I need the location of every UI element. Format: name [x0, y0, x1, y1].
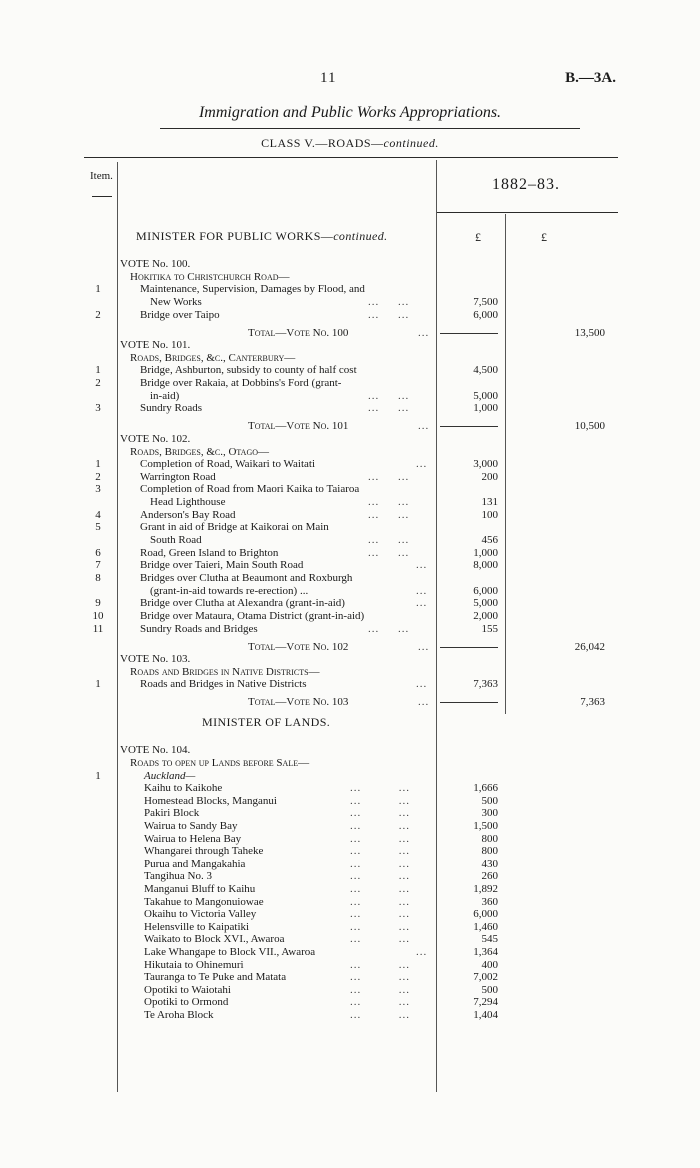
table-row: [0, 559, 700, 572]
table-row: [0, 641, 700, 654]
amount: 400: [481, 958, 498, 971]
table-row: [0, 585, 700, 598]
row-description: Homestead Blocks, Manganui: [144, 794, 277, 807]
leader-dots: ... ...: [350, 908, 410, 921]
amount: 300: [481, 807, 498, 820]
leader-dots: ...: [416, 559, 428, 572]
table-row: [0, 327, 700, 340]
amount: 1,892: [473, 883, 498, 895]
table-row: [0, 908, 700, 921]
item-label-rule: [92, 196, 112, 197]
document-reference: B.—3A.: [565, 70, 616, 86]
table-row: [0, 716, 700, 729]
row-description: Takahue to Mangonuiowae: [144, 895, 264, 908]
amount: 7,363: [473, 678, 498, 691]
amount: 800: [481, 832, 498, 845]
row-description: Maintenance, Supervision, Damages by Flood, and: [140, 283, 365, 296]
amount: 360: [481, 895, 498, 908]
table-row: [0, 971, 700, 984]
table-row: [0, 858, 700, 871]
row-description: Opotiki to Waiotahi: [144, 983, 231, 996]
table-row: [0, 458, 700, 471]
year-heading: 1882–83.: [492, 176, 560, 193]
row-description: MINISTER FOR PUBLIC WORKS—continued.: [136, 229, 388, 243]
year-rule: [436, 212, 618, 213]
vote-total: 13,500: [574, 326, 605, 339]
row-description: VOTE No. 104.: [120, 744, 191, 757]
amount: 456: [481, 534, 498, 546]
table-row: [0, 1009, 700, 1022]
row-description: Sundry Roads: [140, 402, 203, 415]
table-row: [0, 446, 700, 459]
row-description: MINISTER OF LANDS.: [202, 715, 331, 730]
amount: 6,000: [473, 908, 498, 921]
item-number: 1: [95, 458, 101, 471]
row-description: Road, Green Island to Brighton: [140, 546, 279, 559]
row-description: Warrington Road: [140, 470, 216, 483]
table-row: [0, 795, 700, 808]
leader-dots: ... ...: [350, 857, 410, 870]
item-number: 9: [95, 597, 101, 610]
amount: 200: [481, 470, 498, 483]
total-rule: [440, 702, 498, 703]
leader-dots: ...: [416, 946, 428, 958]
table-row: [0, 339, 700, 352]
amount: 100: [481, 508, 498, 521]
page-number: 11: [320, 70, 337, 86]
table-row: [0, 653, 700, 666]
leader-dots: ... ...: [350, 996, 410, 1009]
table-row: [0, 946, 700, 959]
row-description: Completion of Road from Maori Kaika to Taiaroa: [140, 483, 360, 496]
table-row: [0, 230, 700, 243]
table-row: [0, 509, 700, 522]
leader-dots: ... ...: [368, 308, 410, 321]
row-description: Tauranga to Te Puke and Matata: [144, 971, 287, 984]
amount: 3,000: [473, 458, 498, 471]
amount: 6,000: [473, 308, 498, 321]
item-number: 11: [92, 622, 104, 635]
class-heading: [0, 136, 700, 151]
continued-label: continued.: [333, 229, 388, 243]
leader-dots: ... ...: [350, 820, 410, 832]
amount: 7,002: [473, 971, 498, 984]
table-row: [0, 597, 700, 610]
row-description: Bridge, Ashburton, subsidy to county of half cost: [140, 364, 357, 377]
row-description: Te Aroha Block: [144, 1009, 214, 1021]
table-row: [0, 283, 700, 296]
leader-dots: ... ...: [368, 508, 410, 521]
row-description: Wairua to Helena Bay: [144, 832, 242, 845]
leader-dots: ... ...: [350, 933, 410, 946]
row-description: Anderson's Bay Road: [140, 508, 236, 521]
item-number: 2: [95, 308, 101, 321]
title-rule: [160, 128, 580, 129]
item-number: 1: [95, 769, 101, 782]
table-row: [0, 845, 700, 858]
row-description: Bridges over Clutha at Beaumont and Roxburgh: [140, 572, 353, 584]
total-rule: [440, 647, 498, 648]
leader-dots: ...: [416, 678, 428, 691]
table-row: [0, 483, 700, 496]
row-description: Roads, Bridges, &c., Canterbury—: [130, 351, 296, 364]
row-description: Bridge over Mataura, Otama District (grant-in-aid): [140, 610, 365, 622]
leader-dots: ... ...: [350, 971, 410, 984]
leader-dots: ...: [418, 420, 430, 433]
amount: 2,000: [473, 610, 498, 622]
row-description: Hikutaia to Ohinemuri: [144, 958, 244, 971]
row-description: South Road: [150, 534, 202, 546]
leader-dots: ... ...: [368, 389, 410, 402]
row-description: Grant in aid of Bridge at Kaikorai on Main: [140, 521, 329, 534]
table-row: [0, 782, 700, 795]
row-description: Waikato to Block XVI., Awaroa: [144, 933, 285, 946]
row-description: Roads and Bridges in Native Districts: [140, 678, 307, 691]
table-row: [0, 959, 700, 972]
leader-dots: ... ...: [350, 807, 410, 820]
row-description: Bridge over Taieri, Main South Road: [140, 559, 304, 572]
amount: 155: [481, 622, 498, 635]
table-row: [0, 833, 700, 846]
item-number: 2: [95, 470, 101, 483]
table-row: [0, 420, 700, 433]
amount: 500: [481, 983, 498, 996]
leader-dots: ...: [416, 458, 428, 471]
row-description: Head Lighthouse: [150, 496, 226, 508]
row-description: Opotiki to Ormond: [144, 996, 229, 1009]
leader-dots: ... ...: [368, 470, 410, 483]
amount: 7,294: [473, 996, 498, 1009]
amount: 1,000: [473, 402, 498, 415]
amount: 430: [481, 857, 498, 870]
leader-dots: ...: [418, 326, 430, 339]
table-row: [0, 820, 700, 833]
leader-dots: ... ...: [368, 622, 410, 635]
table-row: [0, 870, 700, 883]
amount: 8,000: [473, 559, 498, 572]
row-description: VOTE No. 102.: [120, 433, 191, 445]
row-description: Bridge over Rakaia, at Dobbins's Ford (grant-: [140, 377, 342, 389]
row-description: VOTE No. 101.: [120, 339, 191, 352]
row-description: Bridge over Clutha at Alexandra (grant-in-aid): [140, 597, 345, 610]
table-row: [0, 744, 700, 757]
item-number: 10: [92, 610, 104, 622]
row-description: Helensville to Kaipatiki: [144, 920, 250, 933]
item-number: 3: [95, 402, 101, 415]
table-row: [0, 471, 700, 484]
row-description: Pakiri Block: [144, 807, 200, 820]
leader-dots: ... ...: [350, 895, 410, 908]
row-description: Kaihu to Kaikohe: [144, 782, 223, 795]
total-rule: [440, 426, 498, 427]
leader-dots: ... ...: [350, 794, 410, 807]
leader-dots: ... ...: [368, 402, 410, 415]
item-number: 2: [95, 377, 101, 389]
row-description: Tangihua No. 3: [144, 870, 212, 883]
row-description: Roads and Bridges in Native Districts—: [130, 665, 320, 678]
table-row: [0, 623, 700, 636]
amount: 500: [481, 794, 498, 807]
leader-dots: ...: [418, 696, 430, 709]
table-row: [0, 610, 700, 623]
leader-dots: ... ...: [350, 870, 410, 883]
leader-dots: ... ...: [350, 782, 410, 795]
class-title: CLASS V.—ROADS—: [261, 136, 384, 150]
row-description: Purua and Mangakahia: [144, 857, 246, 870]
class-continued: continued.: [383, 136, 439, 150]
leader-dots: ...: [418, 640, 430, 653]
row-description: Total—Vote No. 103: [248, 696, 349, 709]
table-row: [0, 757, 700, 770]
leader-dots: ... ...: [368, 295, 410, 308]
leader-dots: ... ...: [350, 958, 410, 971]
table-row: [0, 496, 700, 509]
item-number: 5: [95, 521, 101, 534]
item-number: 1: [95, 283, 101, 296]
leader-dots: ...: [416, 597, 428, 610]
amount: 7,500: [473, 295, 498, 308]
item-number: 6: [95, 546, 101, 559]
table-row: [0, 402, 700, 415]
leader-dots: ... ...: [350, 832, 410, 845]
table-row: [0, 547, 700, 560]
amount: 1,364: [473, 946, 498, 958]
amount: 800: [481, 845, 498, 858]
item-number: 1: [95, 364, 101, 377]
vote-total: 10,500: [574, 420, 605, 433]
amount: 4,500: [473, 364, 498, 377]
row-description: Okaihu to Victoria Valley: [144, 908, 257, 921]
row-description: Total—Vote No. 102: [248, 640, 349, 653]
amount: 6,000: [473, 584, 498, 597]
row-description: Bridge over Taipo: [140, 308, 220, 321]
row-description: Whangarei through Taheke: [144, 845, 264, 858]
table-row: [0, 534, 700, 547]
amount: 545: [481, 933, 498, 946]
amount: 1,500: [473, 820, 498, 832]
table-row: [0, 271, 700, 284]
leader-dots: ... ...: [350, 920, 410, 933]
leader-dots: ... ...: [368, 496, 410, 508]
row-description: Roads, Bridges, &c., Otago—: [130, 445, 270, 458]
leader-dots: ... ...: [368, 546, 410, 559]
table-row: [0, 883, 700, 896]
table-row: [0, 296, 700, 309]
row-description: Total—Vote No. 101: [248, 420, 349, 433]
amount: 260: [481, 870, 498, 883]
table-row: [0, 258, 700, 271]
currency-column-2: £: [541, 230, 547, 244]
row-description: Completion of Road, Waikari to Waitati: [140, 458, 316, 471]
row-description: Total—Vote No. 100: [248, 326, 349, 339]
table-row: [0, 696, 700, 709]
currency-column-1: £: [475, 230, 481, 244]
total-rule: [440, 333, 498, 334]
table-row: [0, 896, 700, 909]
page-title: Immigration and Public Works Appropriations.: [198, 104, 502, 121]
table-row: [0, 933, 700, 946]
vote-total: 26,042: [574, 640, 605, 653]
row-description: Auckland—: [144, 769, 196, 782]
row-description: Lake Whangape to Block VII., Awaroa: [144, 946, 316, 958]
leader-dots: ...: [416, 584, 428, 597]
table-row: [0, 377, 700, 390]
row-description: Manganui Bluff to Kaihu: [144, 883, 256, 895]
amount: 1,460: [473, 920, 498, 933]
table-row: [0, 572, 700, 585]
table-row: [0, 521, 700, 534]
item-number: 1: [95, 678, 101, 691]
amount: 1,000: [473, 546, 498, 559]
leader-dots: ... ...: [350, 883, 410, 895]
table-row: [0, 433, 700, 446]
amount: 5,000: [473, 389, 498, 402]
leader-dots: ... ...: [368, 534, 410, 546]
amount: 131: [481, 496, 498, 508]
item-column-label: Item.: [90, 170, 113, 182]
table-row: [0, 678, 700, 691]
table-row: [0, 921, 700, 934]
table-row: [0, 309, 700, 322]
item-number: 7: [95, 559, 101, 572]
row-description: New Works: [150, 295, 202, 308]
row-description: VOTE No. 100.: [120, 258, 191, 270]
leader-dots: ... ...: [350, 1009, 410, 1021]
leader-dots: ... ...: [350, 983, 410, 996]
leader-dots: ... ...: [350, 845, 410, 858]
header-rule: [84, 157, 618, 158]
table-row: [0, 996, 700, 1009]
row-description: Hokitika to Christchurch Road—: [130, 270, 290, 283]
item-number: 4: [95, 508, 101, 521]
vote-total: 7,363: [580, 696, 605, 709]
item-number: 3: [95, 483, 101, 496]
table-row: [0, 770, 700, 783]
table-row: [0, 807, 700, 820]
row-description: Roads to open up Lands before Sale—: [130, 757, 310, 769]
amount: 1,666: [473, 782, 498, 795]
table-row: [0, 984, 700, 997]
amount: 5,000: [473, 597, 498, 610]
table-row: [0, 390, 700, 403]
row-description: Wairua to Sandy Bay: [144, 820, 238, 832]
table-row: [0, 352, 700, 365]
row-description: (grant-in-aid towards re-erection) ...: [150, 584, 309, 597]
row-description: VOTE No. 103.: [120, 653, 191, 666]
amount: 1,404: [473, 1009, 498, 1021]
table-row: [0, 364, 700, 377]
row-description: Sundry Roads and Bridges: [140, 622, 258, 635]
item-number: 8: [95, 572, 101, 584]
row-description: in-aid): [150, 389, 180, 402]
table-row: [0, 666, 700, 679]
